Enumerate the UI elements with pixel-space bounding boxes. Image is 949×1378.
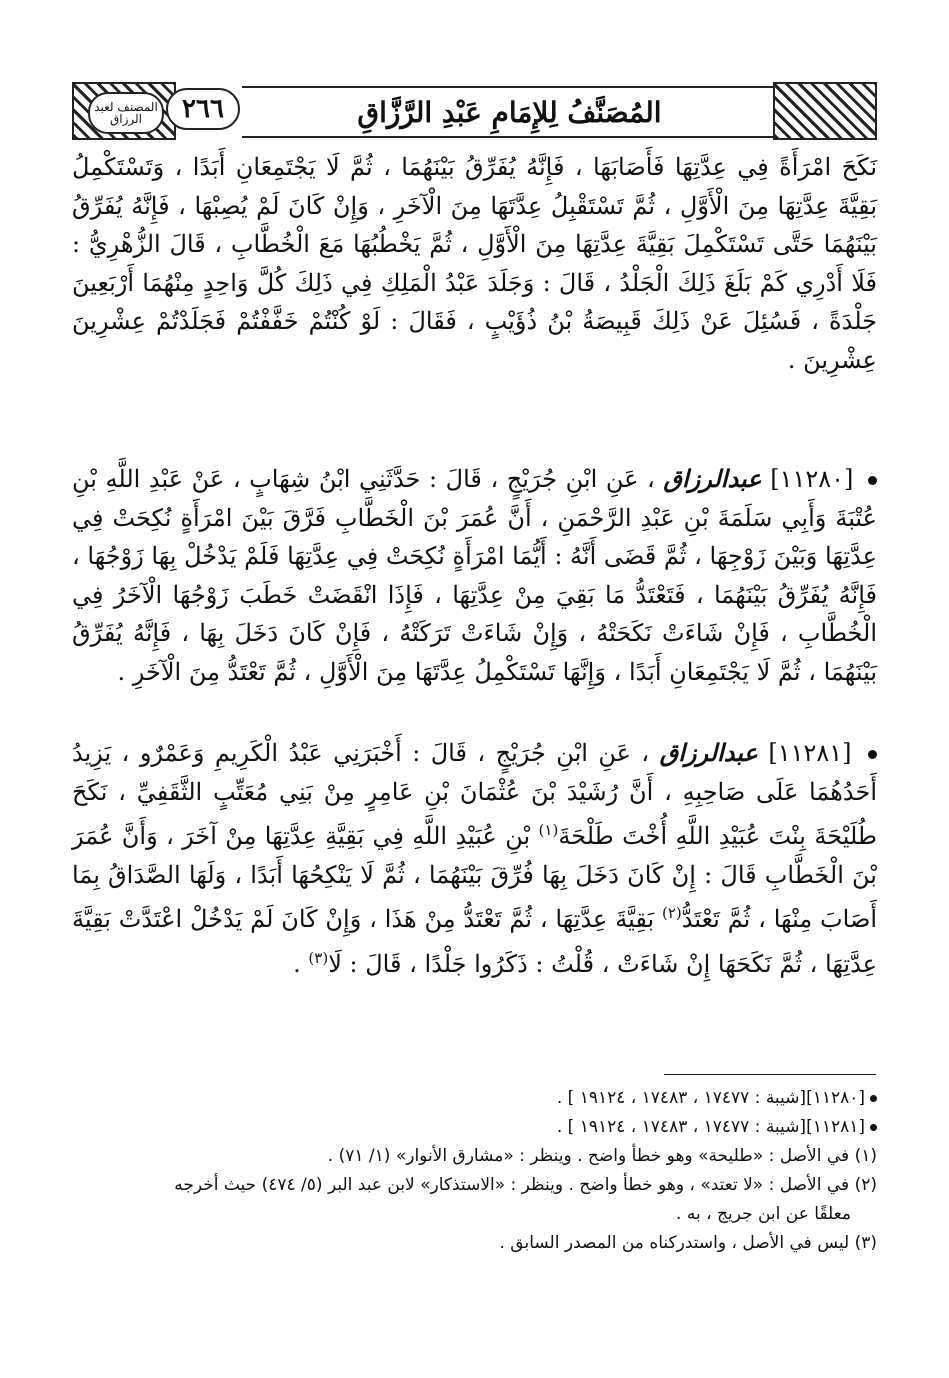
bullet-icon [870,1095,877,1102]
ornament-right [773,82,877,140]
hadith-text: ، عَنِ ابْنِ جُرَيْجٍ ، قَالَ : حَدَّثَنِي ابْنُ شِهَابٍ ، عَنْ عَبْدِ اللَّهِ بْنِ عُتْبَةَ وَأَبِي سَلَمَةَ بْنِ عَبْدِ الرَّحْمَنِ ، أَنَّ عُمَرَ بْنَ الْخَطَّابِ فَرَّقَ بَيْنَ امْرَأَةٍ نُكِحَتْ فِي عِدَّتِهَا وَبَيْنَ زَوْجِهَا ، ثُمَّ قَضَى أَنَّهُ : أَيُّمَا امْرَأَةٍ نُكِحَتْ فِي عِدَّتِهَا فَلَمْ يَدْخُلْ بِهَا زَوْجُهَا ، فَإِنَّهُ يُفَرِّقُ بَيْنَهُمَا ، فَتَعْتَدُّ مَا بَقِيَ مِنْ عِدَّتِهَا ، فَإِذَا انْقَضَتْ خَطَبَ زَوْجُهَا الْآخَرُ فِي الْخُطَّابِ ، فَإِنْ شَاءَتْ نَكَحَتْهُ ، وَإِنْ شَاءَتْ تَرَكَتْهُ ، فَإِنْ كَانَ دَخَلَ بِهَا ، فَإِنَّهُ يُفَرِّقُ بَيْنَهُمَا ، ثُمَّ لَا يَجْتَمِعَانِ أَبَدًا ، وَإِنَّهَا تَسْتَكْمِلُ عِدَّتَهَا مِنَ الْأَوَّلِ ، ثُمَّ تَعْتَدُّ مِنَ الْآخَرِ . [72,465,877,686]
hadith-number: [١١٢٨١] [768,739,852,767]
footnote-2-continued: معلقًا عن ابن جريج ، به . [676,1204,851,1224]
source-ref-11280 [72,1084,877,1113]
ornament-left [72,82,176,140]
source-ref-text: [١١٢٨١][شيبة : ١٧٤٧٧ ، ١٧٤٨٣ ، ١٩١٢٤ ] . [556,1117,865,1137]
footnote-2: (٢) في الأصل : «لا تعتد» ، وهو خطأ واضح . وينظر : «الاستذكار» لابن عبد البر (٥/ ٤٧٤) حيث أخرجه [174,1175,877,1195]
footnote-ref-1[interactable]: (١) [538,821,559,839]
footnote-divider [664,1074,876,1075]
paragraph-continuation [72,148,877,379]
bullet-icon [868,476,877,485]
bullet-icon [870,1124,877,1131]
narrator-name: عبدالرزاق [659,738,758,767]
source-ref-text: [١١٢٨٠][شيبة : ١٧٤٧٧ ، ١٧٤٨٣ ، ١٩١٢٤ ] . [556,1088,865,1108]
bullet-icon [868,750,877,759]
hadith-text-d: . [293,949,301,978]
footnote-1: (١) في الأصل : «طليحة» وهو خطأ واضح . وينظر : «مشارق الأنوار» (١/ ٧١) . [327,1146,877,1166]
narrator-name: عبدالرزاق [663,464,762,493]
paragraph-text: نَكَحَ امْرَأَةً فِي عِدَّتِهَا فَأَصَابَهَا ، فَإِنَّهُ يُفَرِّقُ بَيْنَهُمَا ، ثُمَّ لَا يَجْتَمِعَانِ أَبَدًا ، وَتَسْتَكْمِلُ بَقِيَّةَ عِدَّتِهَا مِنَ الْأَوَّلِ ، ثُمَّ تَسْتَقْبِلُ عِدَّتَهَا مِنَ الْآخَرِ ، وَإِنْ كَانَ لَمْ يُصِبْهَا ، فَإِنَّهُ يُفَرِّقُ بَيْنَهُمَا حَتَّى تَسْتَكْمِلَ بَقِيَّةَ عِدَّتِهَا مِنَ الْأَوَّلِ ، ثُمَّ يَخْطُبُهَا مَعَ الْخُطَّابِ ، قَالَ الزُّهْرِيُّ : فَلَا أَدْرِي كَمْ بَلَغَ ذَلِكَ الْجَلْدُ ، قَالَ : وَجَلَدَ عَبْدُ الْمَلِكِ فِي ذَلِكَ كُلَّ وَاحِدٍ مِنْهُمَا أَرْبَعِينَ جَلْدَةً ، فَسُئِلَ عَنْ ذَلِكَ قَبِيصَةُ بْنُ ذُؤَيْبٍ ، فَقَالَ : لَوْ كُنْتُمْ خَفَّفْتُمْ فَجَلَدْتُمْ عِشْرِينَ عِشْرِينَ . [72,153,877,374]
hadith-11280 [72,460,877,691]
hadith-text-c: بَقِيَّةَ عِدَّتِهَا ، ثُمَّ تَعْتَدُّ مِنْ هَذَا ، وَإِنْ كَانَ لَمْ يَدْخُلْ اعْتَدَّتْ بَقِيَّةَ عِدَّتِهَا ، ثُمَّ نَكَحَهَا إِنْ شَاءَتْ ، قُلْتُ : ذَكَرُوا جَلْدًا ، قَالَ : لَا [72,905,877,978]
footnote-ref-2[interactable]: (٢) [661,904,682,922]
hadith-text-b: بْنِ عُبَيْدِ اللَّهِ فِي بَقِيَّةِ عِدَّتِهَا مِنْ آخَرَ ، وَأَنَّ عُمَرَ بْنَ الْخَطَّابِ قَالَ : إِنْ كَانَ دَخَلَ بِهَا فُرِّقَ بَيْنَهُمَا ، ثُمَّ لَا يَنْكِحُهَا أَبَدًا ، وَلَهَا الصَّدَاقُ بِمَا أَصَابَ مِنْهَا ، ثُمَّ تَعْتَدُّ [72,822,878,933]
book-badge: المصنف لعبد الرزاق [88,92,164,134]
running-title: المُصَنَّفُ لِلإِمَامِ عَبْدِ الرَّزَّاقِ [242,86,777,138]
source-ref-11281 [72,1113,877,1142]
page-header [72,82,877,140]
hadith-number: [١١٢٨٠] [770,465,854,493]
footnotes [72,1084,877,1258]
page-number: ٢٦٦ [166,88,240,130]
footnote-ref-3[interactable]: (٣) [308,948,329,967]
hadith-text-a: ، عَنِ ابْنِ جُرَيْجٍ ، قَالَ : أَخْبَرَنِي عَبْدُ الْكَرِيمِ وَعَمْرٌو ، يَزِيدُ أَحَدُهُمَا عَلَى صَاحِبِهِ ، أَنَّ رُشَيْدَ بْنَ عُثْمَانَ بْنِ عَامِرٍ مِنْ بَنِي مُعَتِّبٍ الثَّقَفِيِّ ، نَكَحَ طُلَيْحَةَ بِنْتَ عُبَيْدِ اللَّهِ أُخْتَ طَلْحَةَ [72,739,877,850]
footnote-3: (٣) ليس في الأصل ، واستدركناه من المصدر السابق . [499,1233,877,1253]
hadith-11281 [72,734,877,983]
